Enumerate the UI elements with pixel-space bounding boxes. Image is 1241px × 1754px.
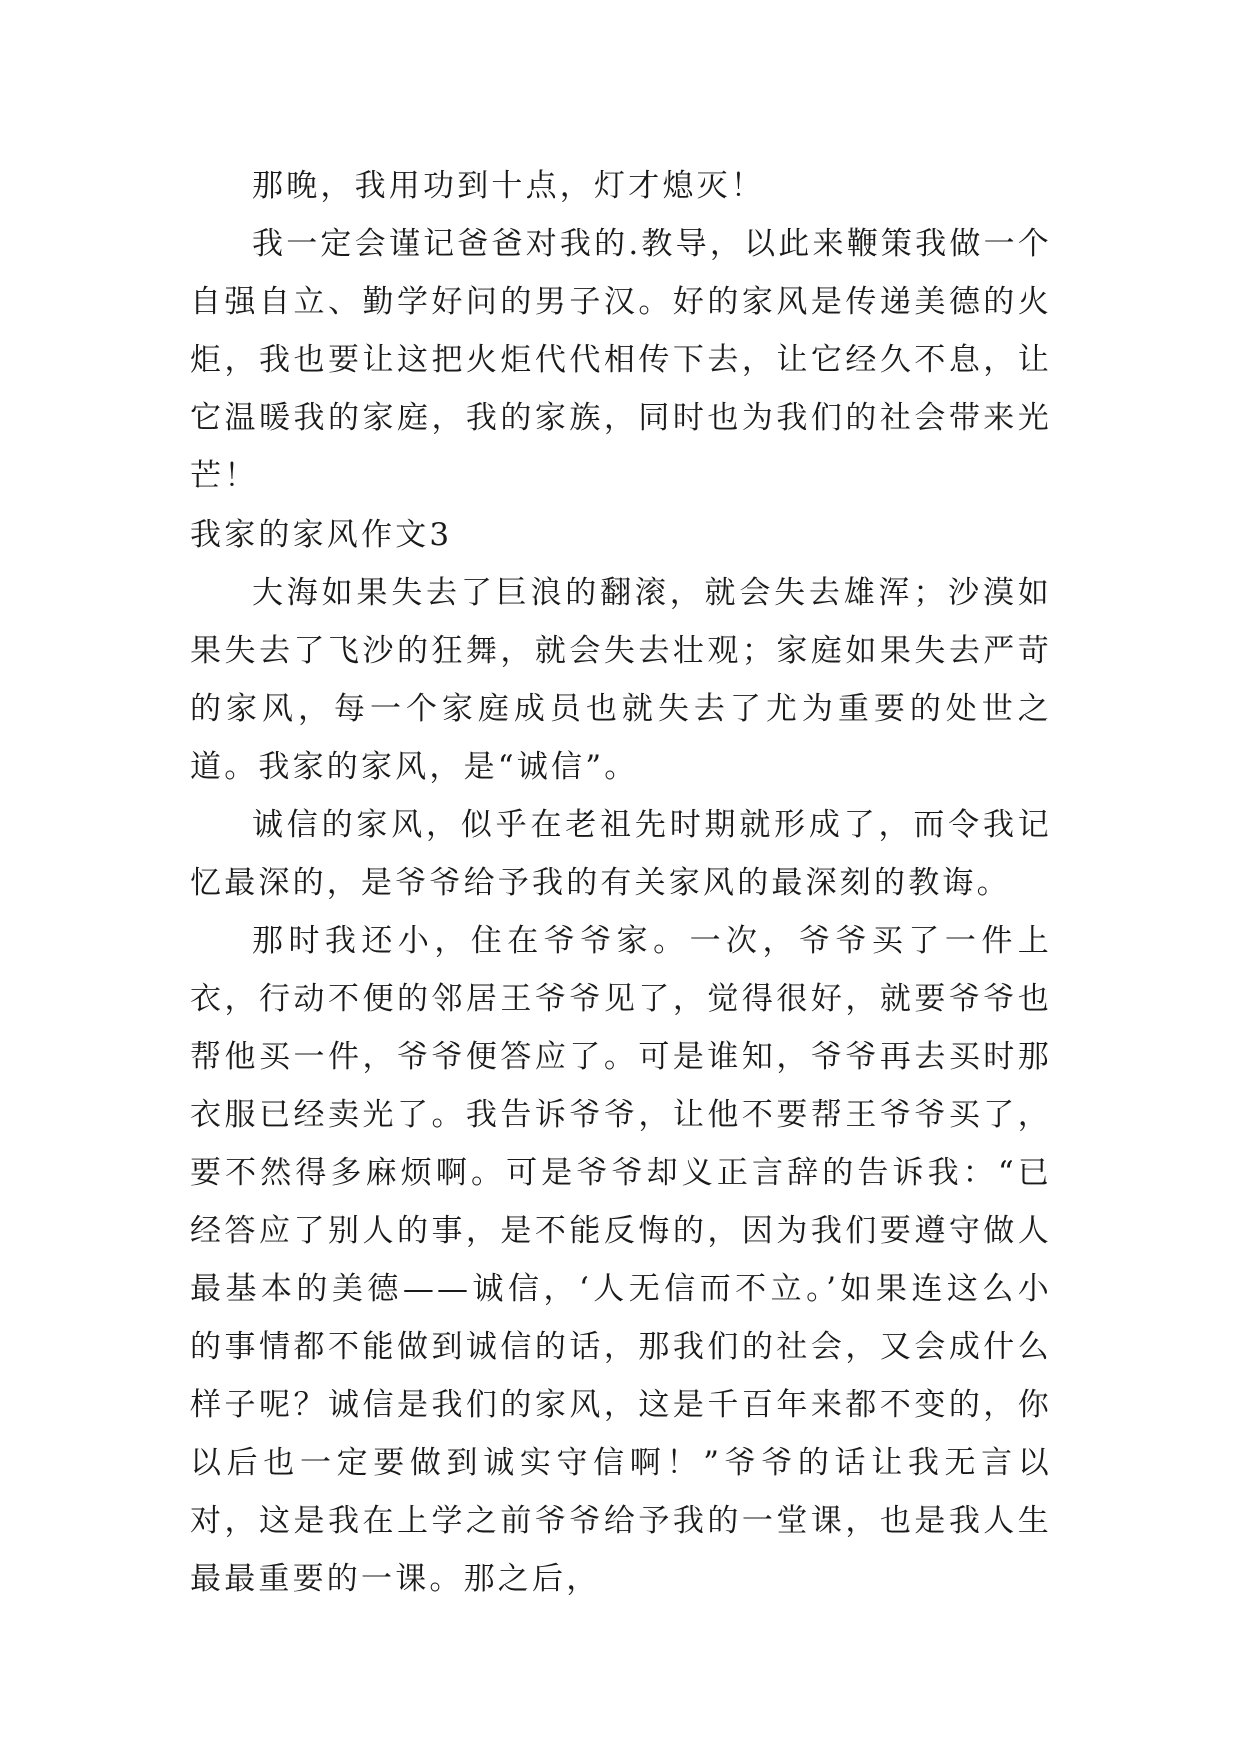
text-section-top xyxy=(190,157,1052,505)
section-heading: 我家的家风作文3 xyxy=(190,517,453,553)
paragraph: 诚信的家风，似乎在老祖先时期就形成了，而令我记忆最深的，是爷爷给予我的有关家风的最深刻的教诲。 xyxy=(190,807,1052,901)
paragraph: 我一定会谨记爸爸对我的.教导，以此来鞭策我做一个自强自立、勤学好问的男子汉。好的家风是传递美德的火炬，我也要让这把火炬代代相传下去，让它经久不息，让它温暖我的家庭，我的家族，同时也为我们的社会带来光芒！ xyxy=(190,226,1052,494)
paragraph: 那时我还小，住在爷爷家。一次，爷爷买了一件上衣，行动不便的邻居王爷爷见了，觉得很好，就要爷爷也帮他买一件，爷爷便答应了。可是谁知，爷爷再去买时那衣服已经卖光了。我告诉爷爷，让他不要帮王爷爷买了，要不然得多麻烦啊。可是爷爷却义正言辞的告诉我：“已经答应了别人的事，是不能反悔的，因为我们要遵守做人最基本的美德——诚信，‘人无信而不立。’如果连这么小的事情都不能做到诚信的话，那我们的社会，又会成什么样子呢？诚信是我们的家风，这是千百年来都不变的，你以后也一定要做到诚实守信啊！”爷爷的话让我无言以对，这是我在上学之前爷爷给予我的一堂课，也是我人生最最重要的一课。那之后， xyxy=(190,923,1052,1597)
paragraph: 那晚，我用功到十点，灯才熄灭！ xyxy=(252,168,765,204)
paragraph: 大海如果失去了巨浪的翻滚，就会失去雄浑；沙漠如果失去了飞沙的狂舞，就会失去壮观；家庭如果失去严苛的家风，每一个家庭成员也就失去了尤为重要的处世之道。我家的家风，是“诚信”。 xyxy=(190,575,1052,785)
text-section-essay-3 xyxy=(190,506,1052,1608)
